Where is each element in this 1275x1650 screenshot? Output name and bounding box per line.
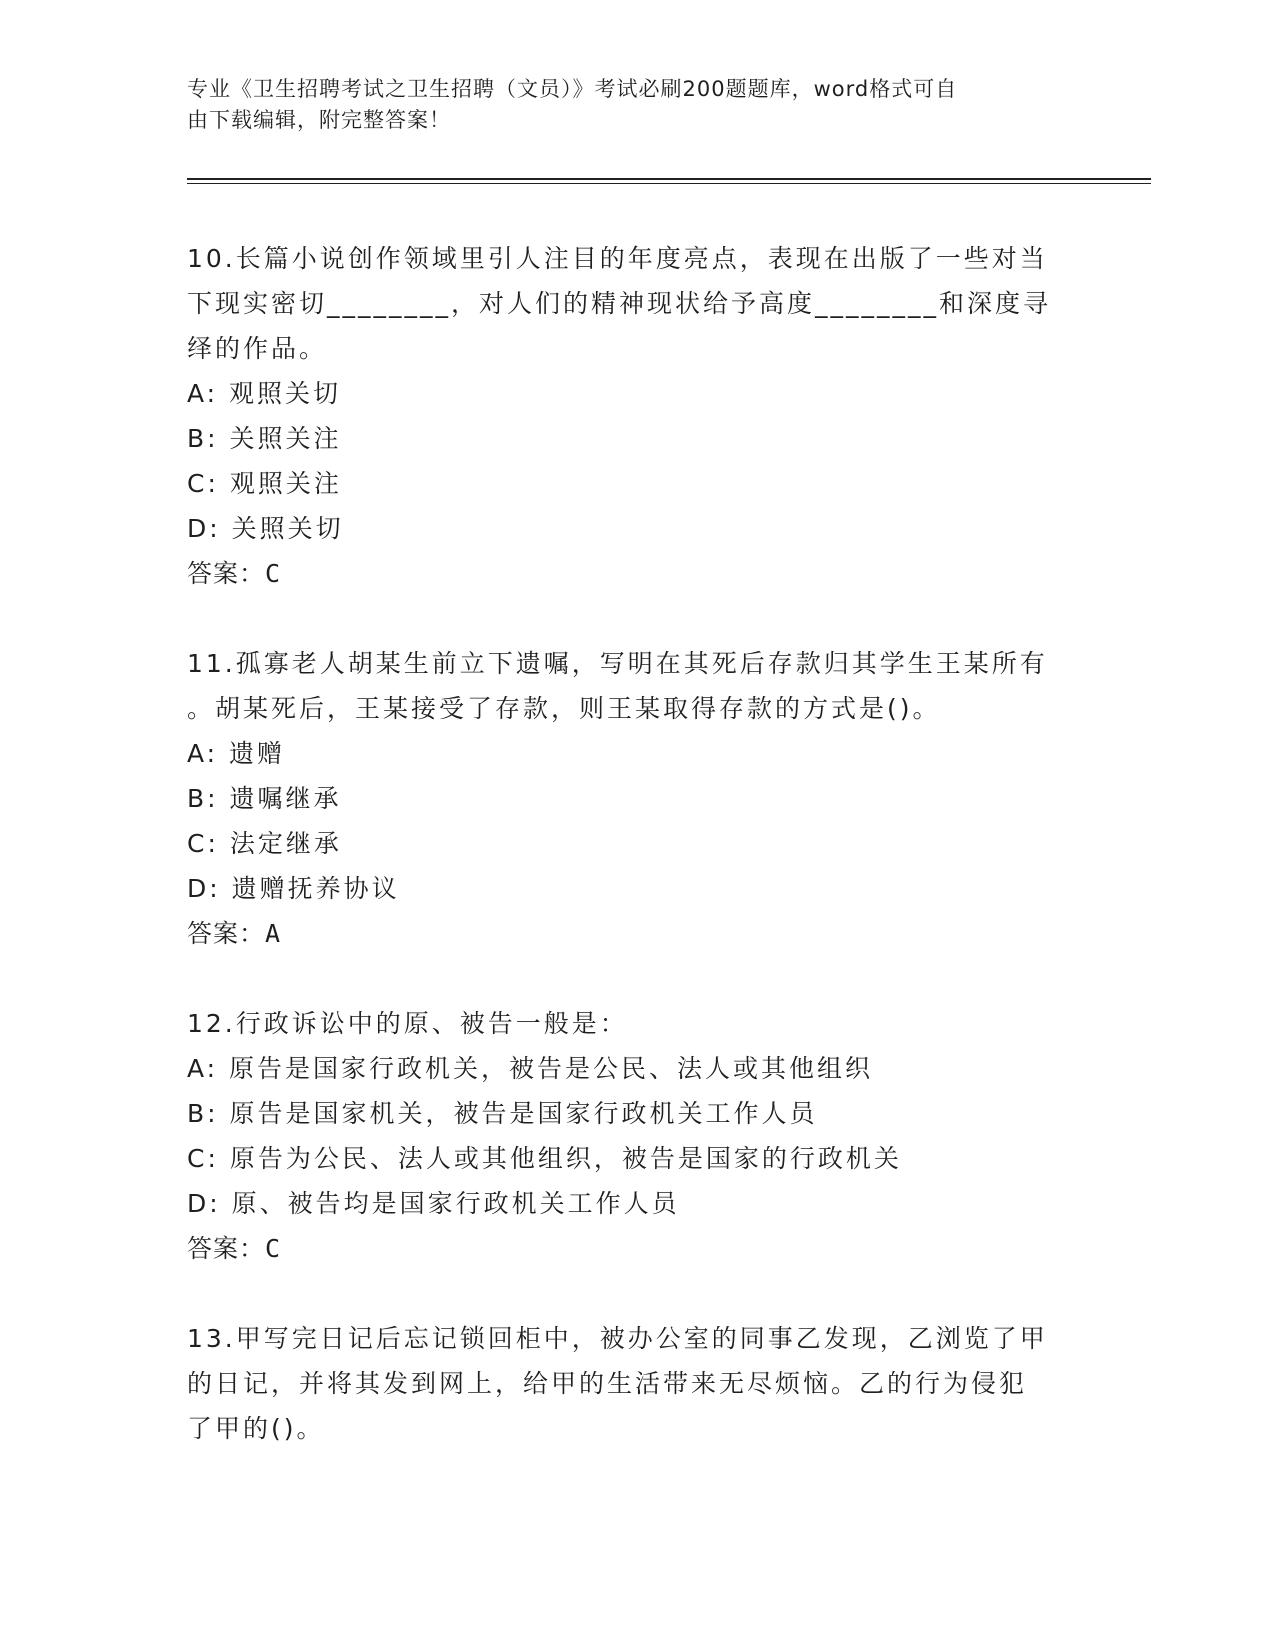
- option-a: A: 遗赠: [187, 739, 286, 768]
- option-d: D: 遗赠抚养协议: [187, 874, 400, 903]
- answer: 答案：A: [187, 919, 282, 948]
- question-text: 的日记，并将其发到网上，给甲的生活带来无尽烦恼。乙的行为侵犯: [187, 1369, 1028, 1398]
- option-c: C: 原告为公民、法人或其他组织，被告是国家的行政机关: [187, 1144, 902, 1173]
- option-b: B: 关照关注: [187, 424, 342, 453]
- option-b: B: 遗嘱继承: [187, 784, 342, 813]
- header-divider: [187, 178, 1151, 180]
- option-c: C: 法定继承: [187, 829, 342, 858]
- question-10: [187, 236, 1087, 596]
- header-line-2: 由下载编辑，附完整答案！: [187, 108, 451, 132]
- question-text: 绎的作品。: [187, 334, 328, 363]
- question-text: 10.长篇小说创作领域里引人注目的年度亮点，表现在出版了一些对当: [187, 244, 1048, 273]
- header-line-1: 专业《卫生招聘考试之卫生招聘（文员）》考试必刷200题题库，word格式可自: [187, 77, 958, 101]
- question-13: [187, 1316, 1087, 1451]
- option-d: D: 关照关切: [187, 514, 344, 543]
- question-text: 下现实密切________，对人们的精神现状给予高度________和深度寻: [187, 289, 1052, 318]
- option-a: A: 原告是国家行政机关，被告是公民、法人或其他组织: [187, 1054, 874, 1083]
- option-b: B: 原告是国家机关，被告是国家行政机关工作人员: [187, 1099, 818, 1128]
- document-header: [187, 74, 1087, 136]
- option-c: C: 观照关注: [187, 469, 342, 498]
- header-divider-thin: [187, 183, 1151, 184]
- question-text: 。胡某死后，王某接受了存款，则王某取得存款的方式是()。: [187, 694, 941, 723]
- question-text: 12.行政诉讼中的原、被告一般是：: [187, 1009, 628, 1038]
- option-a: A: 观照关切: [187, 379, 342, 408]
- question-list: [187, 236, 1087, 1496]
- question-text: 了甲的()。: [187, 1414, 325, 1443]
- answer: 答案：C: [187, 559, 282, 588]
- option-d: D: 原、被告均是国家行政机关工作人员: [187, 1189, 680, 1218]
- answer: 答案：C: [187, 1234, 282, 1263]
- question-11: [187, 641, 1087, 956]
- question-12: [187, 1001, 1087, 1271]
- question-text: 13.甲写完日记后忘记锁回柜中，被办公室的同事乙发现，乙浏览了甲: [187, 1324, 1048, 1353]
- question-text: 11.孤寡老人胡某生前立下遗嘱，写明在其死后存款归其学生王某所有: [187, 649, 1048, 678]
